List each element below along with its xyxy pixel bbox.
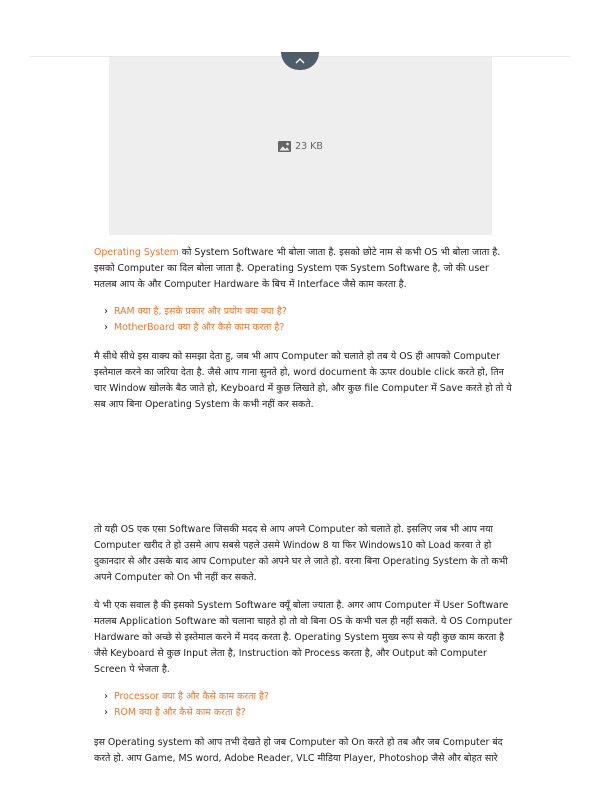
list-item: [104, 320, 287, 336]
image-size-label: 23 KB: [295, 140, 323, 152]
paragraph-usage-text: इस Operating system को आप तभी देखते हो जब Computer को On करते हो तब और जब Computer बंद करते हो. आप Game, MS word, Adobe Reader, VLC मीडिया Player, Photoshop जैसे और बोहत सारे: [94, 737, 503, 764]
motherboard-link[interactable]: MotherBoard क्या है और कैसे काम करता है?: [114, 322, 285, 333]
ram-link[interactable]: RAM क्या है, इसके प्रकार और प्रयोग क्या क्या है?: [114, 306, 287, 317]
paragraph-explanation: [94, 349, 514, 413]
paragraph-buying: [94, 522, 514, 586]
paragraph-explanation-text: मै सीधे सीधे इस वाक्य को समझा देता हु, जब भी आप Computer को चलाते हो तब ये OS ही आपको Computer इस्तेमाल करने का जरिया देता है. जैसे आप गाना सुनते हो, word document के ऊपर double click करते हो, तिन चार Window खोलके बैठ जाते हो, Keyboard में कुछ लिखते हो, और कुछ file Computer में Save करते हो तो ये सब आप बिना Operating System के कभी नहीं कर सकते.: [94, 351, 512, 410]
list-item: [104, 689, 269, 705]
related-links-1: [104, 304, 287, 336]
paragraph-buying-text: तो यही OS एक एसा Software जिसकी मदद से आप अपने Computer को चलाते हो. इसलिए जब भी आप नया Computer खरीद ते हो उसमे आप सबसे पहले उसमे Window 8 या फिर Windows10 को Load करवा ते हो दुकानदार से और उसके बाद आप Computer को अपने घर ले जाते हो. वरना बिना Operating System के तो कभी अपने Computer को On भी नहीं कर सकते.: [94, 524, 508, 583]
paragraph-intro-text: को System Software भी बोला जाता है. इसको छोटे नाम से कभी OS भी बोला जाता है. इसको Computer का दिल बोला जाता है. Operating System एक System Software है, जो की user मतलब आप के और Computer Hardware के बिच में Interface जैसे काम करता है.: [94, 247, 501, 290]
chevron-right-icon: ›: [104, 322, 108, 333]
paragraph-intro: [94, 245, 514, 293]
paragraph-system-software-text: ये भी एक सवाल है की इसको System Software क्यूँ बोला ज्याता है. अगर आप Computer में User Software मतलब Application Software को चलाना चाहते हो तो वो बिना OS के कभी चल ही नहीं सकते. ये OS Computer Hardware को अच्छे से इस्तेमाल करने में मदद करता है. Operating System मुख्य रूप से यही कुछ काम करता है जैसे Keyboard से कुछ Input लेता है, Instruction को Process करता है, और Output को Computer Screen पे भेजता है.: [94, 600, 513, 675]
chevron-right-icon: ›: [104, 707, 108, 718]
list-item: [104, 304, 287, 320]
operating-system-link[interactable]: Operating System: [94, 247, 179, 258]
rom-link[interactable]: ROM क्या है और कैसे काम करता है?: [114, 707, 246, 718]
paragraph-system-software: [94, 598, 514, 678]
paragraph-usage: [94, 735, 514, 767]
image-icon: [278, 141, 291, 152]
chevron-right-icon: ›: [104, 306, 108, 317]
chevron-up-icon: [295, 58, 305, 64]
image-placeholder[interactable]: [109, 57, 492, 235]
chevron-right-icon: ›: [104, 691, 108, 702]
processor-link[interactable]: Processor क्या है और कैसे काम करता है?: [114, 691, 269, 702]
related-links-2: [104, 689, 269, 721]
list-item: [104, 705, 269, 721]
image-info: [278, 141, 323, 152]
